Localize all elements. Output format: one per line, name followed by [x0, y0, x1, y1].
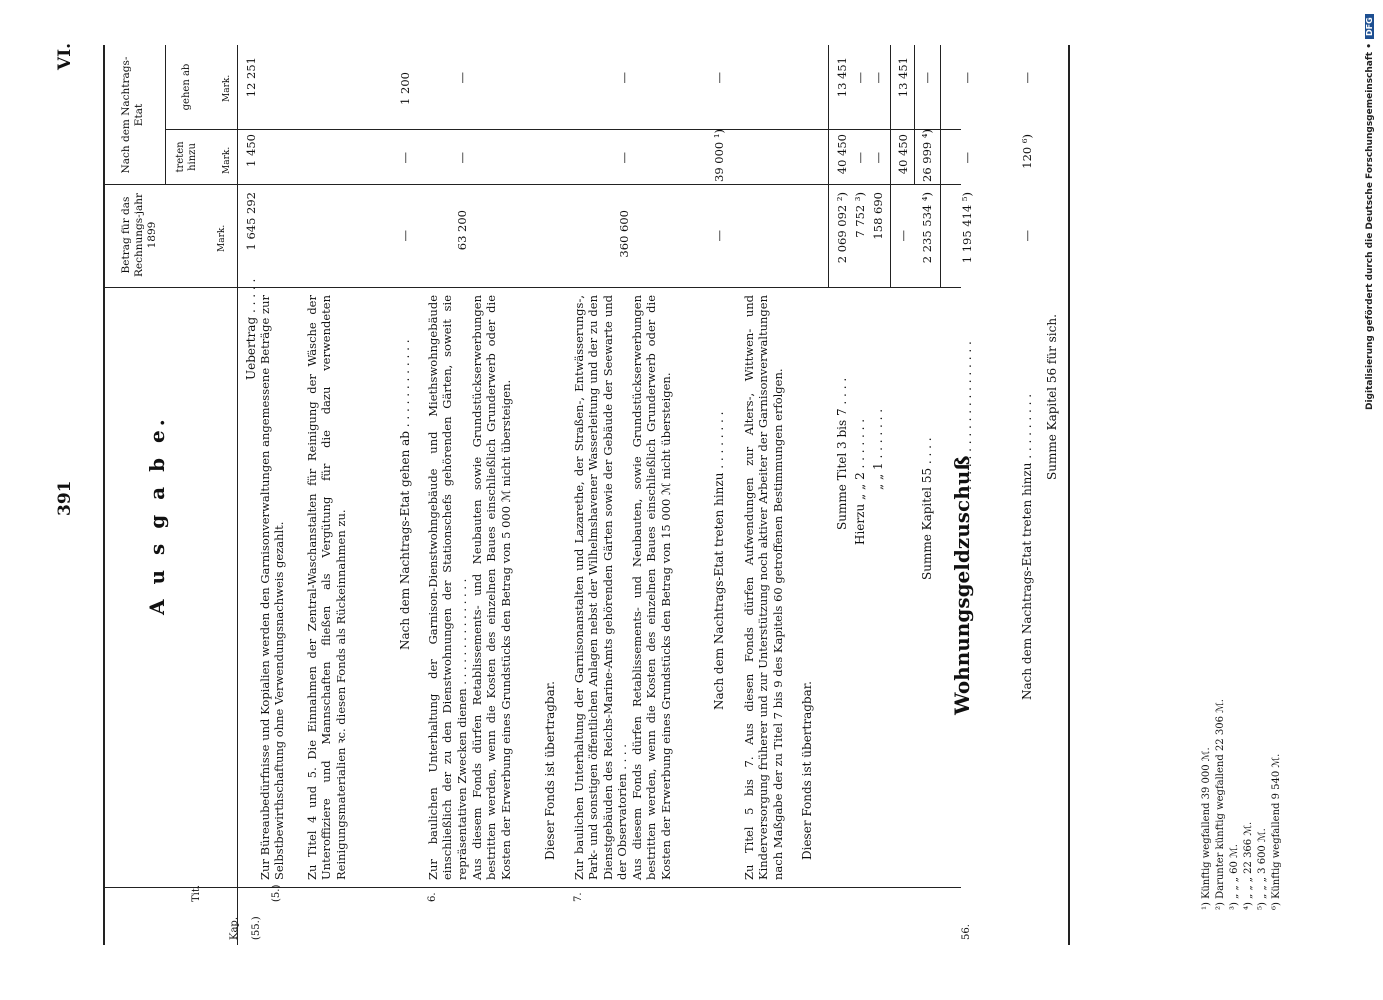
- kap-56-title: Wohnungsgeldzuschuß: [950, 455, 974, 715]
- section-numeral: VI.: [55, 42, 75, 70]
- row-6-ab: —: [455, 72, 469, 84]
- row-5-nachtrag-label: Nach dem Nachtrags-Etat gehen ab . . . . . . . . . . . .: [398, 339, 412, 650]
- uebertrag-label: Uebertrag . . . . .: [244, 278, 258, 380]
- zu-titel-5-7-note-b: Dieser Fonds ist übertragbar.: [800, 681, 814, 860]
- summe-top-rule: [828, 45, 829, 288]
- col-header-treten-unit: Mark.: [222, 146, 232, 174]
- summe-1-betrag: 158 690: [871, 192, 885, 240]
- summe-1-hinzu: —: [871, 152, 885, 164]
- kap-56-summe-label: Summe Kapitel 56 für sich.: [1045, 314, 1059, 480]
- summe-3-7-betrag: 2 069 092 ²): [835, 192, 849, 264]
- kap-56-hinzu: —: [960, 152, 974, 164]
- dfg-credit-label: Digitalisierung gefördert durch die Deutsche Forschungsgemeinschaft •: [1365, 43, 1375, 410]
- col-header-gehen-ab: gehen ab: [181, 63, 192, 111]
- zu-titel-5-7-note: Zu Titel 5 bis 7. Aus diesen Fonds dürfen Aufwendungen zur Alters-, Wittwen- und Kinderversorgung früherer und zur Unterstützung noch aktiver Arbeiter der Garnisonverwaltungen nach Maßgabe der zu Titel 7 bis 9 des Kapitels 60 getroffenen Bestimmungen erfolgen.: [742, 295, 785, 880]
- uebertrag-hinzu: 1 450: [244, 134, 258, 167]
- page-number: 391: [55, 480, 75, 516]
- row-7-nachtrag-label: Nach dem Nachtrags-Etat treten hinzu . . . . . . . .: [712, 411, 726, 710]
- kap-56-nachtrag-betrag: —: [1020, 230, 1034, 242]
- row-tit-5: (5.): [271, 884, 282, 902]
- row-5-nachtrag-ab: 1 200: [398, 72, 412, 105]
- uebertrag-ab: 12 251: [244, 57, 258, 98]
- kap-56-nachtrag-ab: —: [1020, 72, 1034, 84]
- row-7-text: Zur baulichen Unterhaltung der Garnisonanstalten und Lazarethe, der Straßen-, Entwässerungs-, Park- und sonstigen öffentlichen Anlagen nebst der Wilhelmshavener Wasserleitung und der zu den Dienstgebäuden des Reichs-Marine-Amts gehörenden Gärten sowie der Gebäude der Seewarte und der Observatorien . . . .: [572, 295, 630, 880]
- summe-kapitel-55-betrag: 2 235 534 ⁴): [920, 192, 934, 264]
- summe-sub-hinzu: 40 450: [896, 134, 910, 175]
- row-5-text: Zur Büreaubedürfnisse und Kopialien werden den Garnisonverwaltungen angemessene Beträge zur Selbstbewirthschaftung ohne Verwendungsnachweis gezahlt.: [258, 295, 287, 880]
- summe-3-7-label: Summe Titel 3 bis 7 . . . .: [835, 377, 849, 530]
- row-5-nachtrag-betrag: —: [398, 230, 412, 242]
- row-6-betrag: 63 200: [455, 210, 469, 251]
- summe-2-label: Hierzu „ „ 2 . . . . . . .: [853, 418, 867, 545]
- uebertrag-betrag: 1 645 292: [244, 192, 258, 251]
- dfg-badge: DFG: [1365, 14, 1374, 39]
- col-sep-hinzu-ab: [165, 129, 961, 130]
- row-7-text2: Aus diesem Fonds dürfen Retablissements- und Neubauten, sowie Grundstückserwerbungen bestritten werden, wenn die Kosten des einzelnen Baues einschließlich Grunderwerb oder die Kosten der Erwerbung eines Grundstücks den Betrag von 15 000 ℳ nicht übersteigen.: [630, 295, 673, 880]
- col-sep-betrag-hinzu: [103, 184, 961, 185]
- row-6-text: Zur baulichen Unterhaltung der Garnison-Dienstwohngebäude und Miethswohngebäude einschließlich der zu den Dienstwohnungen der Stationschefs gehörenden Gärten, soweit sie repräsentativen Zwecken dienen . . . . . . . . . . . . . . .: [426, 295, 469, 880]
- header-rule-nachtrag: [165, 45, 166, 185]
- summe-kapitel-55-ab: —: [920, 72, 934, 84]
- summe-3-7-hinzu: 40 450: [835, 134, 849, 175]
- row-5-text2: Zu Titel 4 und 5. Die Einnahmen der Zentral-Waschanstalten für Reinigung der Wäsche der Unteroffiziere und Mannschaften fließen als Vergütung für die dazu verwendeten Reinigungsmaterialien ꝛc. diesen Fonds als Rückeinnahmen zu.: [305, 295, 348, 880]
- ausgabe-title: A u s g a b e.: [145, 415, 169, 615]
- row-6-hinzu: —: [455, 152, 469, 164]
- footnote-5: ⁵) „ „ „ 3 600 ℳ.: [1257, 828, 1268, 910]
- row-5-nachtrag-hinzu: —: [398, 152, 412, 164]
- dfg-credit-text: [1365, 14, 1375, 410]
- row-6-text3: Dieser Fonds ist übertragbar.: [543, 681, 557, 860]
- kap-56-nachtrag-hinzu: 120 ⁶): [1020, 134, 1034, 169]
- row-tit-7: 7.: [573, 892, 584, 902]
- footnote-4: ⁴) „ „ „ 22 366 ℳ.: [1243, 821, 1254, 910]
- kap-56-ab: —: [960, 72, 974, 84]
- dfg-credit: [1365, 10, 1383, 430]
- summe-2-betrag: 7 752 ³): [853, 192, 867, 238]
- summe-3-7-ab: 13 451: [835, 57, 849, 98]
- col-header-betrag: Betrag für das Rechnungs-jahr 1899: [120, 193, 158, 278]
- footnote-3: ³) „ „ „ 60 ℳ.: [1229, 844, 1240, 910]
- footnote-6: ⁶) Künftig wegfallend 9 540 ℳ.: [1271, 753, 1282, 910]
- row-tit-6: 6.: [427, 892, 438, 902]
- row-7-nachtrag-betrag: —: [712, 230, 726, 242]
- kapitel-55-bottom-rule: [940, 45, 941, 288]
- table-bottom-rule: [1068, 45, 1070, 945]
- summe-sub-rule: [890, 45, 891, 288]
- footnote-1: ¹) Künftig wegfallend 39 000 ℳ.: [1201, 747, 1212, 910]
- row-kap-55: (55.): [251, 916, 262, 940]
- footnote-2: ²) Darunter künftig wegfallend 22 306 ℳ.: [1215, 699, 1226, 910]
- row-7-betrag: 360 600: [617, 210, 631, 258]
- col-header-gehen-unit: Mark.: [222, 74, 232, 102]
- kap-56-dots: . . . . . . . . . . . . . . . . . . . .: [960, 341, 974, 490]
- col-header-tit: Tit.: [191, 884, 202, 902]
- col-header-treten-hinzu: treten hinzu: [175, 141, 198, 173]
- table-top-rule: [103, 45, 105, 945]
- kap-56-betrag: 1 195 414 ⁵): [960, 192, 974, 264]
- summe-sub-ab: 13 451: [896, 57, 910, 98]
- row-7-nachtrag-hinzu: 39 000 ¹): [712, 129, 726, 182]
- row-6-text2: Aus diesem Fonds dürfen Retablissements- und Neubauten sowie Grundstückserwerbungen bestritten werden, wenn die Kosten des einzelnen Baues einschließlich Grunderwerb oder die Kosten der Erwerbung eines Grundstücks den Betrag von 5 000 ℳ nicht übersteigen.: [470, 295, 513, 880]
- footnotes: [1200, 290, 1284, 910]
- summe-sub-betrag: —: [896, 230, 910, 242]
- summe-1-label: „ „ 1 . . . . . . .: [871, 408, 885, 490]
- col-sep-text-betrag: [103, 287, 961, 288]
- summe-2-ab: —: [853, 72, 867, 84]
- summe-kapitel-55-label: Summe Kapitel 55 . . . .: [920, 437, 934, 580]
- col-sep-kap-tit: [103, 887, 961, 888]
- row-7-hinzu: —: [617, 152, 631, 164]
- row-kap-56: 56.: [961, 924, 972, 940]
- summe-sub-rule-2: [914, 45, 915, 185]
- col-header-kap: Kap.: [229, 916, 240, 940]
- kap-56-nachtrag-label: Nach dem Nachtrags-Etat treten hinzu . . . . . . . . .: [1020, 393, 1034, 700]
- summe-2-hinzu: —: [853, 152, 867, 164]
- row-7-ab: —: [617, 72, 631, 84]
- summe-kapitel-55-hinzu: 26 999 ⁴): [920, 129, 934, 182]
- col-header-nachtrag: Nach dem Nachtrags-Etat: [120, 56, 145, 174]
- header-rule-kap: [237, 45, 238, 945]
- summe-1-ab: —: [871, 72, 885, 84]
- col-header-betrag-unit: Mark.: [217, 224, 227, 252]
- row-7-nachtrag-ab: —: [712, 72, 726, 84]
